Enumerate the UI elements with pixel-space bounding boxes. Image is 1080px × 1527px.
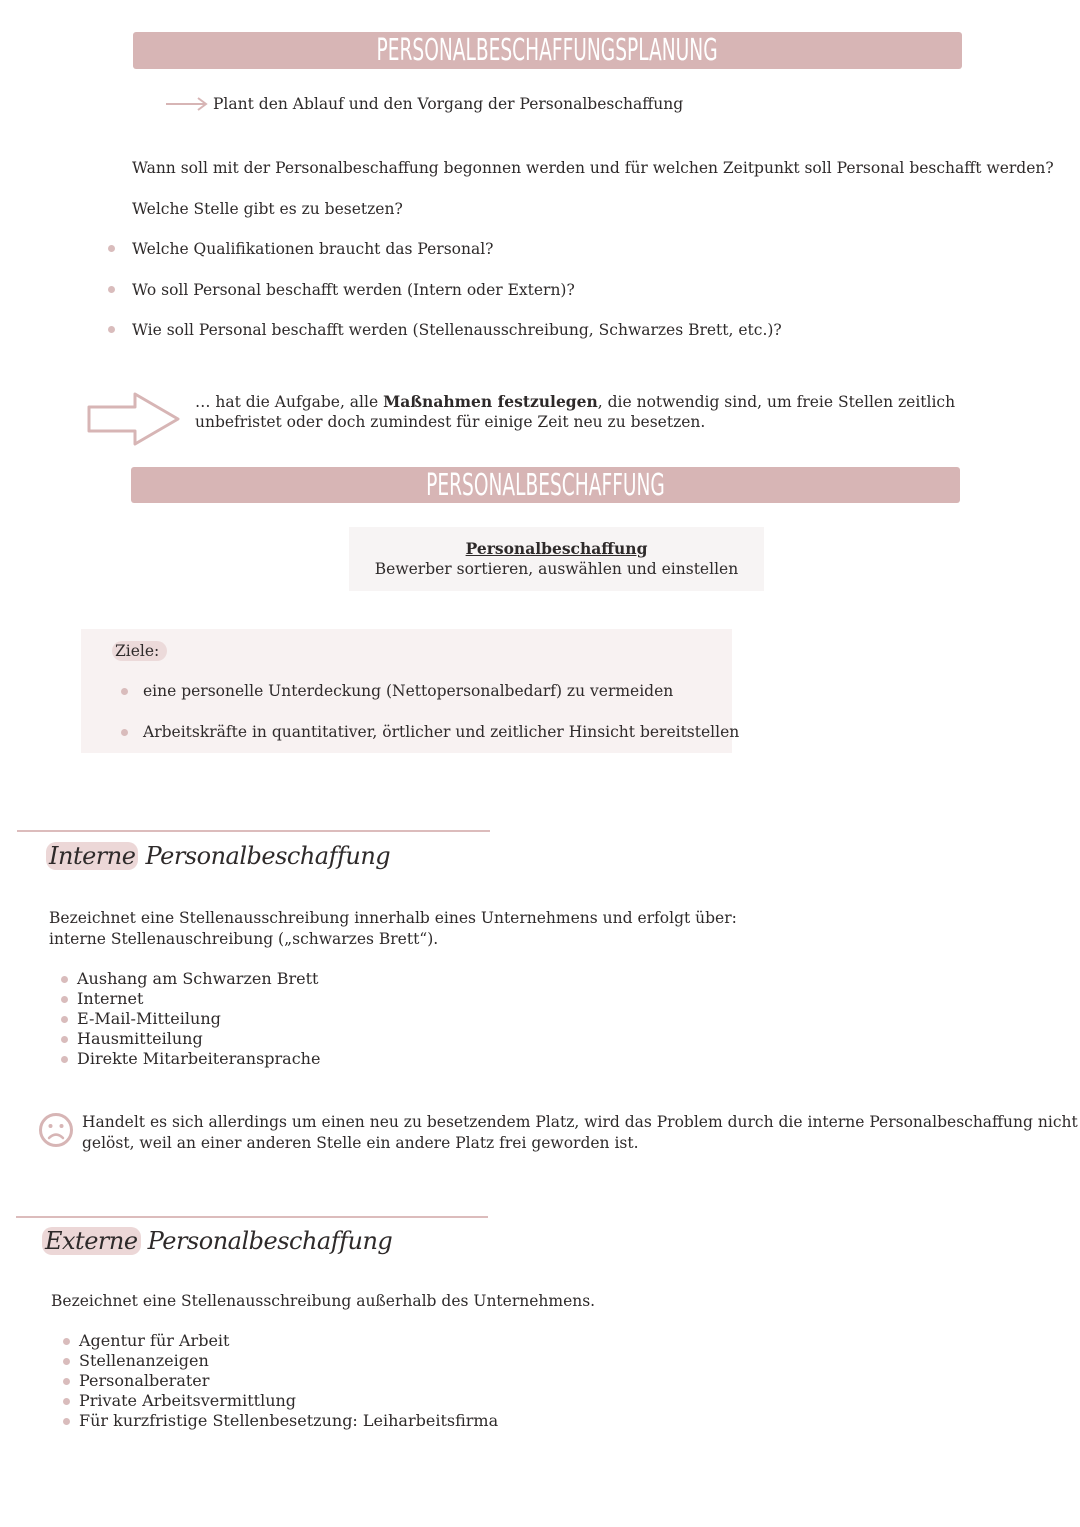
- list-item: Hausmitteilung: [61, 1029, 320, 1049]
- task-line-2: unbefristet oder doch zumindest für einige Zeit neu zu besetzen.: [195, 413, 706, 431]
- list-item: Für kurzfristige Stellenbesetzung: Leiharbeitsfirma: [63, 1411, 498, 1431]
- interne-heading: [46, 842, 390, 870]
- question-2: Welche Stelle gibt es zu besetzen?: [132, 200, 403, 218]
- interne-heading-rest: Personalbeschaffung: [138, 842, 391, 870]
- question-4: Wo soll Personal beschafft werden (Intern oder Extern)?: [132, 281, 575, 299]
- definition-title: Personalbeschaffung: [465, 539, 648, 558]
- list-item: Direkte Mitarbeiteransprache: [61, 1049, 320, 1069]
- list-item: Stellenanzeigen: [63, 1351, 498, 1371]
- intern-desc-2: interne Stellenauschreibung („schwarzes Brett“).: [49, 930, 439, 948]
- goals-box: [81, 629, 740, 753]
- planning-banner-title: PERSONALBESCHAFFUNGSPLANUNG: [376, 33, 719, 68]
- sad-face-icon: [38, 1112, 74, 1148]
- task-line-1: [195, 392, 955, 411]
- question-1: Wann soll mit der Personalbeschaffung begonnen werden und für welchen Zeitpunkt soll Personal beschafft werden?: [132, 159, 1054, 177]
- task-prefix: … hat die Aufgabe, alle: [195, 393, 384, 411]
- externe-heading-highlight: Externe: [42, 1227, 141, 1255]
- bullet: [121, 688, 128, 695]
- big-arrow-icon: [87, 392, 181, 446]
- question-3: Welche Qualifikationen braucht das Personal?: [132, 240, 494, 258]
- goal-2: Arbeitskräfte in quantitativer, örtlicher und zeitlicher Hinsicht bereitstellen: [143, 723, 740, 741]
- bullet: [121, 729, 128, 736]
- list-item: Private Arbeitsvermittlung: [63, 1391, 498, 1411]
- task-suffix: , die notwendig sind, um freie Stellen zeitlich: [597, 393, 956, 411]
- intern-note-1: Handelt es sich allerdings um einen neu zu besetzendem Platz, wird das Problem durch die interne Personalbeschaffung nicht: [82, 1113, 1078, 1131]
- beschaffung-banner-title: PERSONALBESCHAFFUNG: [426, 468, 665, 503]
- list-item: Personalberater: [63, 1371, 498, 1391]
- goals-label: [112, 641, 167, 661]
- list-item: Aushang am Schwarzen Brett: [61, 969, 320, 989]
- definition-text: Bewerber sortieren, auswählen und einstellen: [374, 560, 739, 578]
- goals-label-text: Ziele:: [115, 642, 160, 660]
- divider: [17, 830, 490, 832]
- intern-note-2: gelöst, weil an einer anderen Stelle ein andere Platz frei geworden ist.: [82, 1134, 639, 1152]
- extern-list: [63, 1331, 498, 1431]
- definition-box: [349, 527, 764, 591]
- bullet: [108, 326, 115, 333]
- arrow-right-icon: [165, 96, 209, 112]
- question-5: Wie soll Personal beschafft werden (Stellenausschreibung, Schwarzes Brett, etc.)?: [132, 321, 782, 339]
- extern-desc: Bezeichnet eine Stellenausschreibung außerhalb des Unternehmens.: [51, 1292, 596, 1310]
- task-bold: Maßnahmen festzulegen: [383, 392, 598, 411]
- externe-heading-rest: Personalbeschaffung: [140, 1227, 393, 1255]
- list-item: Internet: [61, 989, 320, 1009]
- externe-heading: [42, 1227, 392, 1255]
- list-item: Agentur für Arbeit: [63, 1331, 498, 1351]
- intern-list: [61, 969, 320, 1069]
- divider: [16, 1216, 488, 1218]
- planning-banner: [133, 32, 962, 69]
- intern-desc-1: Bezeichnet eine Stellenausschreibung innerhalb eines Unternehmens und erfolgt über:: [49, 909, 737, 927]
- interne-heading-highlight: Interne: [46, 842, 138, 870]
- beschaffung-banner: [131, 467, 960, 503]
- list-item: E-Mail-Mitteilung: [61, 1009, 320, 1029]
- bullet: [108, 286, 115, 293]
- planning-summary: Plant den Ablauf und den Vorgang der Personalbeschaffung: [213, 95, 684, 113]
- bullet: [108, 245, 115, 252]
- goal-1: eine personelle Unterdeckung (Nettopersonalbedarf) zu vermeiden: [143, 682, 674, 700]
